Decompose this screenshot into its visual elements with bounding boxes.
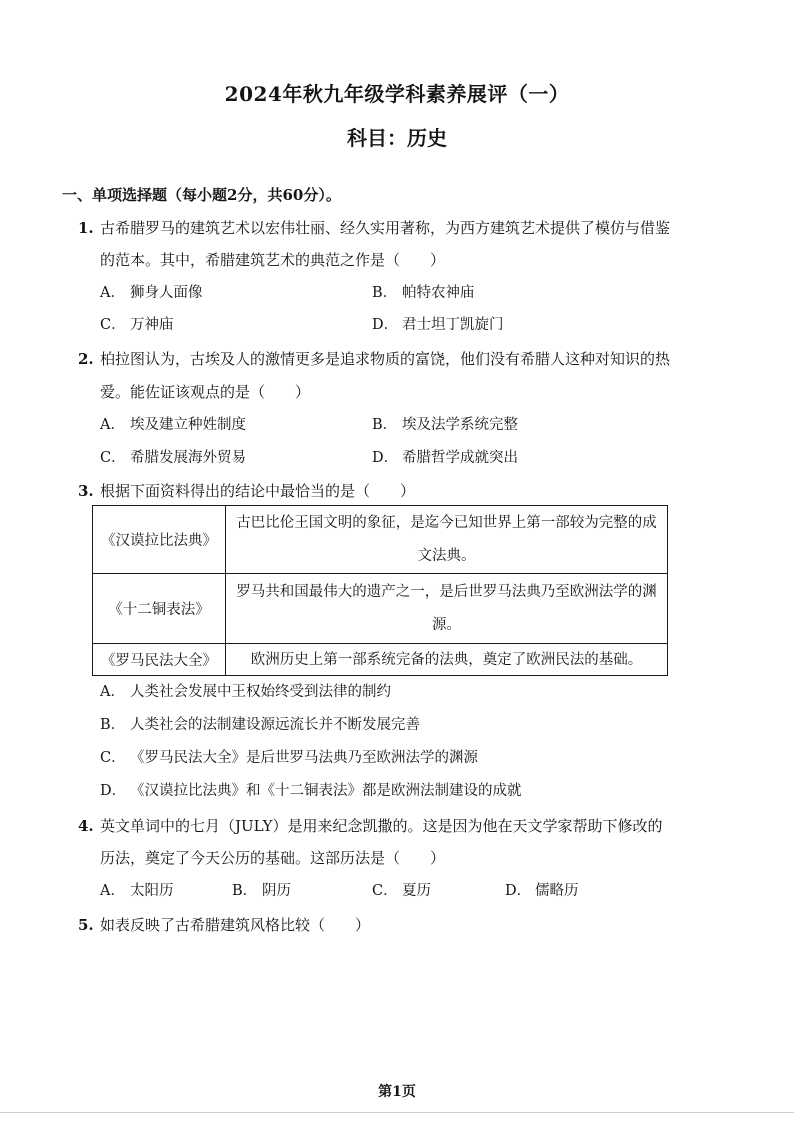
option-a: A． 狮身人面像 — [100, 285, 203, 301]
question-text: 的范本。其中，希腊建筑艺术的典范之作是（ ） — [100, 251, 446, 269]
option-c: C． 万神庙 — [100, 317, 174, 333]
law-description: 古巴比伦王国文明的象征，是迄今已知世界上第一部较为完整的成 文法典。 — [226, 506, 668, 574]
option-d: D． 儒略历 — [505, 883, 579, 899]
option-b: B． 帕特农神庙 — [372, 285, 475, 301]
question-number: 2. — [78, 350, 94, 368]
option-d: D． 《汉谟拉比法典》和《十二铜表法》都是欧洲法制建设的成就 — [100, 783, 522, 799]
question-number: 4. — [78, 817, 94, 835]
subject-heading: 科目：历史 — [347, 126, 447, 150]
question-number: 5. — [78, 916, 94, 934]
option-a: A． 人类社会发展中王权始终受到法律的制约 — [100, 684, 391, 700]
law-comparison-table — [92, 505, 668, 676]
law-name: 《十二铜表法》 — [93, 574, 226, 644]
law-description: 罗马共和国最伟大的遗产之一，是后世罗马法典乃至欧洲法学的渊 源。 — [226, 574, 668, 644]
question-number: 1. — [78, 219, 94, 237]
option-a: A． 太阳历 — [100, 883, 174, 899]
option-b: B． 阴历 — [232, 883, 291, 899]
divider — [0, 1112, 794, 1113]
question-text: 如表反映了古希腊建筑风格比较（ ） — [100, 916, 371, 934]
option-b: B． 埃及法学系统完整 — [372, 417, 518, 433]
question-text: 根据下面资料得出的结论中最恰当的是（ ） — [100, 482, 416, 500]
option-c: C． 希腊发展海外贸易 — [100, 450, 246, 466]
option-b: B． 人类社会的法制建设源远流长并不断发展完善 — [100, 717, 420, 733]
law-name: 《汉谟拉比法典》 — [93, 506, 226, 574]
option-c: C． 《罗马民法大全》是后世罗马法典乃至欧洲法学的渊源 — [100, 750, 478, 766]
option-c: C． 夏历 — [372, 883, 431, 899]
section-heading: 一、单项选择题（每小题2分，共60分）。 — [62, 186, 341, 204]
question-text: 历法，奠定了今天公历的基础。这部历法是（ ） — [100, 849, 446, 867]
option-d: D． 君士坦丁凯旋门 — [372, 317, 504, 333]
question-number: 3. — [78, 482, 94, 500]
table-row — [93, 644, 668, 676]
exam-title: 2024年秋九年级学科素养展评（一） — [224, 82, 570, 106]
question-text: 爱。能佐证该观点的是（ ） — [100, 383, 311, 401]
table-row — [93, 506, 668, 574]
question-text: 柏拉图认为，古埃及人的激情更多是追求物质的富饶，他们没有希腊人这种对知识的热 — [100, 350, 671, 368]
question-text: 英文单词中的七月（JULY）是用来纪念凯撒的。这是因为他在天文学家帮助下修改的 — [100, 817, 663, 835]
page-number: 第1页 — [378, 1084, 416, 1100]
law-name: 《罗马民法大全》 — [93, 644, 226, 676]
law-description: 欧洲历史上第一部系统完备的法典，奠定了欧洲民法的基础。 — [226, 644, 668, 676]
option-d: D． 希腊哲学成就突出 — [372, 450, 518, 466]
table-row — [93, 574, 668, 644]
question-text: 古希腊罗马的建筑艺术以宏伟壮丽、经久实用著称，为西方建筑艺术提供了模仿与借鉴 — [100, 219, 671, 237]
option-a: A． 埃及建立种姓制度 — [100, 417, 246, 433]
